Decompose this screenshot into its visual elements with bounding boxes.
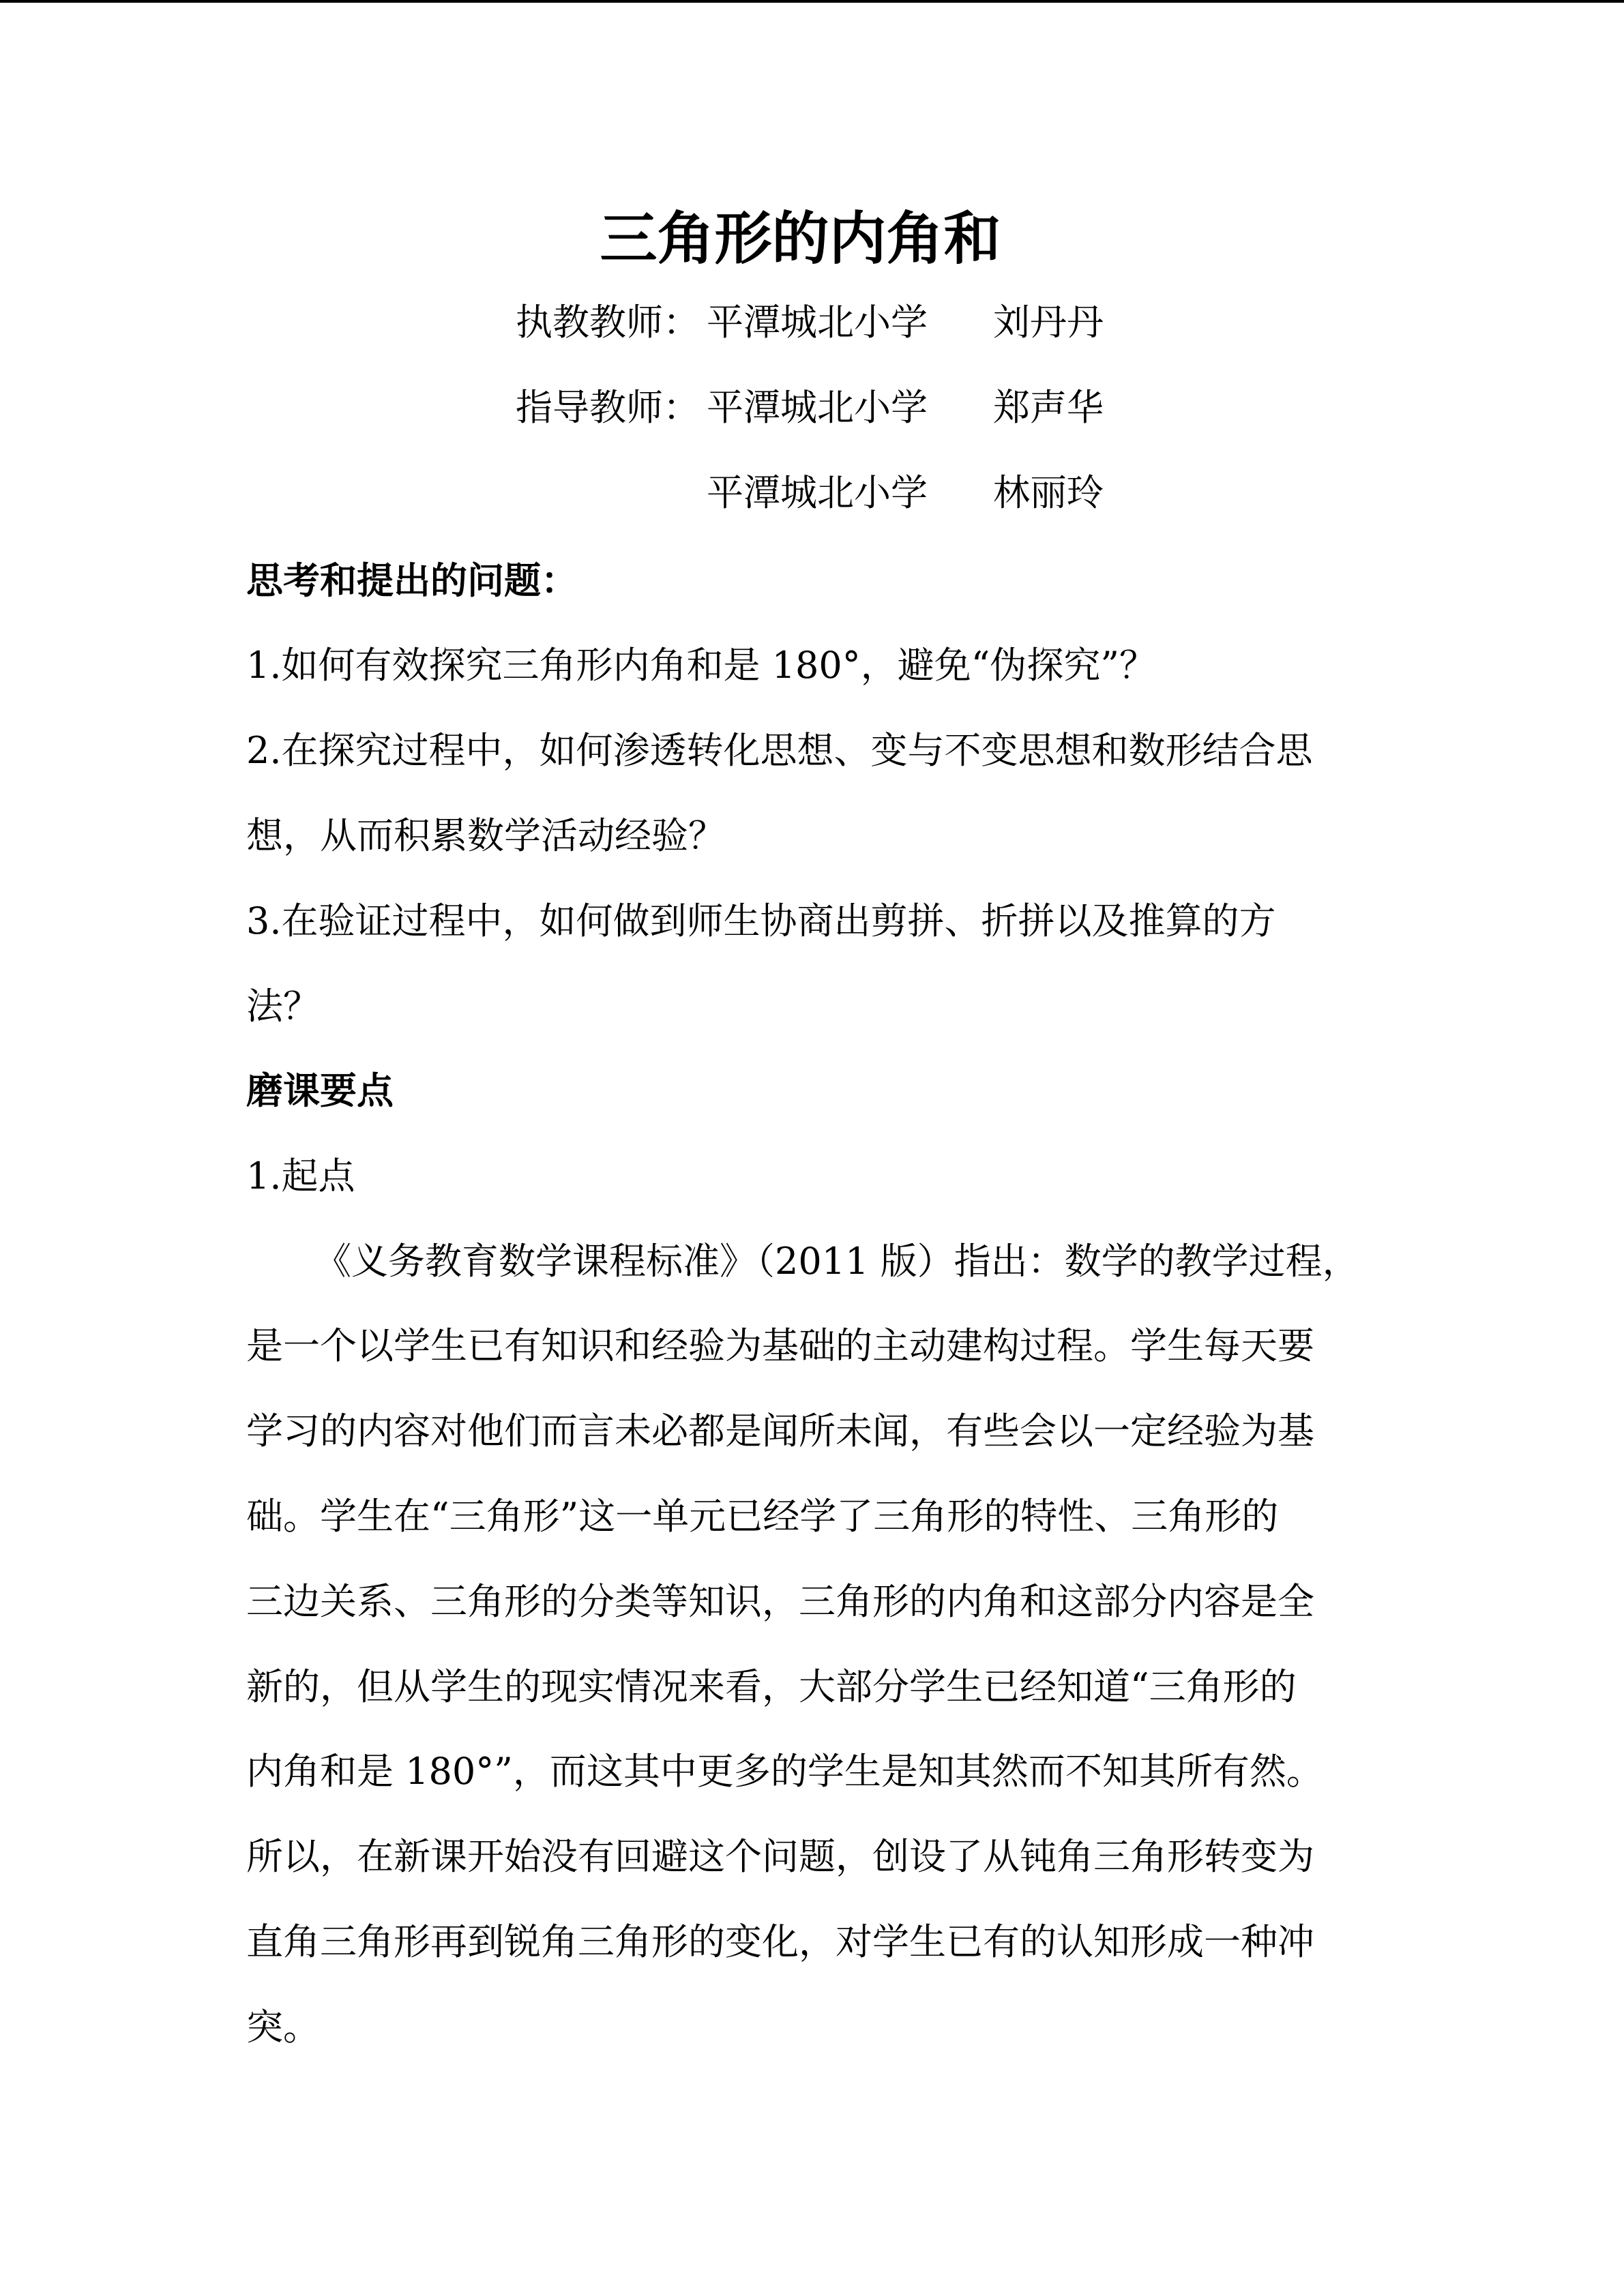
page-top-border [0,0,1624,3]
section-heading-key-points: 磨课要点 [246,1069,394,1112]
question-line: 2.在探究过程中，如何渗透转化思想、变与不变思想和数形结合思 [246,729,1313,772]
teacher-name: 林丽玲 [993,471,1104,514]
teacher-role: 执教教师： [516,301,700,344]
paragraph-line: 新的，但从学生的现实情况来看，大部分学生已经知道“三角形的 [246,1665,1297,1708]
teacher-role: 指导教师： [516,386,700,429]
paragraph-line: 三边关系、三角形的分类等知识，三角形的内角和这部分内容是全 [246,1580,1314,1623]
paragraph-line: 所以，在新课开始没有回避这个问题，创设了从钝角三角形转变为 [246,1835,1314,1878]
paragraph-line: 《义务教育数学课程标准》（2011 版）指出：数学的教学过程， [314,1240,1359,1283]
paragraph-line: 突。 [246,2006,320,2048]
subheading-starting-point: 1.起点 [246,1154,355,1197]
section-heading-questions: 思考和提出的问题： [246,559,578,602]
teacher-line-advisor [516,381,1104,435]
question-line: 1.如何有效探究三角形内角和是 180°，避免“伪探究”？ [246,644,1156,687]
paragraph-line: 直角三角形再到锐角三角形的变化，对学生已有的认知形成一种冲 [246,1920,1314,1963]
question-line: 3.在验证过程中，如何做到师生协商出剪拼、折拼以及推算的方 [246,899,1276,942]
teacher-line-instructor [516,295,1104,350]
teacher-school: 平潭城北小学 [707,471,928,514]
document-title: 三角形的内角和 [600,205,1001,272]
question-line: 想，从而积累数学活动经验？ [246,814,725,857]
teacher-name: 郑声华 [993,386,1104,429]
teacher-school: 平潭城北小学 [707,386,928,429]
paragraph-line: 学习的内容对他们而言未必都是闻所未闻，有些会以一定经验为基 [246,1410,1314,1452]
paragraph-line: 是一个以学生已有知识和经验为基础的主动建构过程。学生每天要 [246,1324,1314,1367]
teacher-line-advisor-2 [516,466,1104,520]
paragraph-line: 础。学生在“三角形”这一单元已经学了三角形的特性、三角形的 [246,1495,1279,1538]
teacher-school: 平潭城北小学 [707,301,928,344]
paragraph-line: 内角和是 180°”，而这其中更多的学生是知其然而不知其所有然。 [246,1750,1323,1793]
teacher-name: 刘丹丹 [993,301,1104,344]
question-line: 法？ [246,985,320,1028]
